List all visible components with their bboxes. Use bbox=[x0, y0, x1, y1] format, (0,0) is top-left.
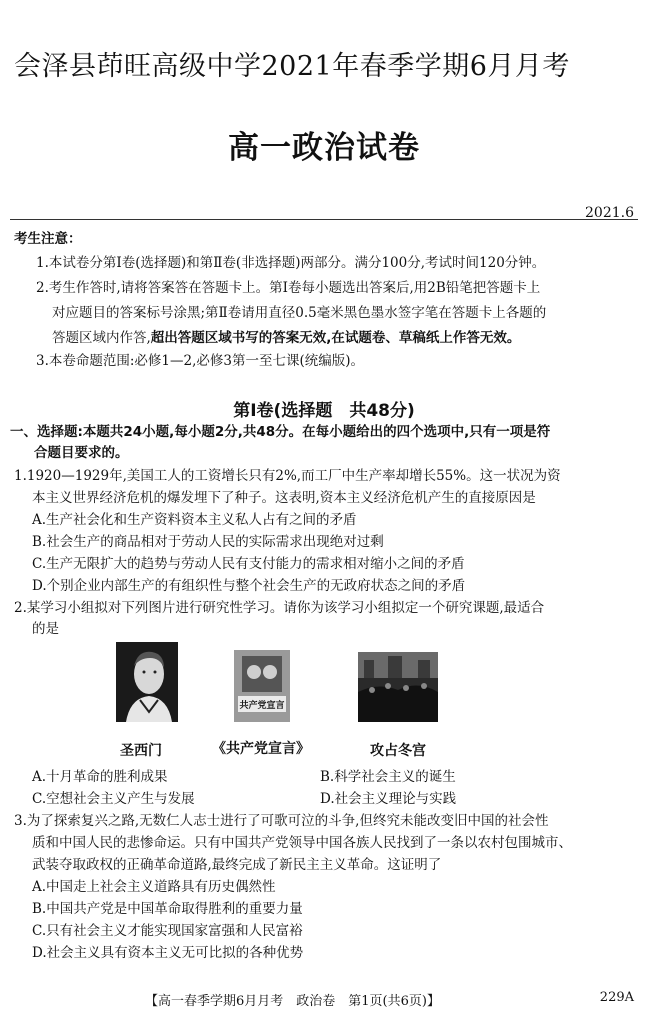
q2-stem-line-2: 的是 bbox=[32, 621, 59, 637]
q3-stem-line-2: 质和中国人民的悲惨命运。只有中国共产党领导中国各族人民找到了一条以农村包围城市、 bbox=[32, 835, 572, 851]
q1-stem-line-1: 1.1920—1929年,美国工人的工资增长只有2%,而工厂中生产率却增长55%。这一状况为资 bbox=[14, 468, 561, 484]
q1-option-b: B.社会生产的商品相对于劳动人民的实际需求出现绝对过剩 bbox=[32, 534, 384, 550]
notice-item-2-line-1: 2.考生作答时,请将答案答在答题卡上。第Ⅰ卷每小题选出答案后,用2B铅笔把答题卡上 bbox=[36, 280, 541, 296]
notice-item-2-line-3 bbox=[52, 328, 520, 349]
page-footer-code: 229A bbox=[599, 990, 634, 1005]
q3-option-c: C.只有社会主义才能实现国家富强和人民富裕 bbox=[32, 923, 303, 939]
q2-stem-line-1: 2.某学习小组拟对下列图片进行研究性学习。请你为该学习小组拟定一个研究课题,最适合 bbox=[14, 600, 545, 616]
pic-2-caption: 《共产党宣言》 bbox=[212, 741, 310, 757]
q3-option-d: D.社会主义具有资本主义无可比拟的各种优势 bbox=[32, 945, 304, 961]
section-1-instruction-line-1: 一、选择题:本题共24小题,每小题2分,共48分。在每小题给出的四个选项中,只有一项是符 bbox=[10, 424, 551, 440]
communist-manifesto-cover bbox=[234, 650, 290, 722]
section-1-instruction-line-2: 合题目要求的。 bbox=[34, 445, 129, 461]
notice-item-2-line-3-emphasis: 超出答题区域书写的答案无效,在试题卷、草稿纸上作答无效。 bbox=[150, 330, 521, 346]
notice-item-3: 3.本卷命题范围:必修1—2,必修3第一至七课(统编版)。 bbox=[36, 353, 365, 369]
notice-item-2-line-3-normal: 答题区域内作答, bbox=[52, 330, 151, 346]
section-1-title: 第Ⅰ卷(选择题 共48分) bbox=[233, 401, 415, 421]
notice-item-1: 1.本试卷分第Ⅰ卷(选择题)和第Ⅱ卷(非选择题)两部分。满分100分,考试时间120分钟。 bbox=[36, 255, 546, 271]
saint-simon-portrait bbox=[116, 642, 178, 722]
pic-3-caption: 攻占冬宫 bbox=[370, 743, 426, 759]
pic-1-caption: 圣西门 bbox=[120, 743, 162, 759]
q3-option-a: A.中国走上社会主义道路具有历史偶然性 bbox=[32, 879, 276, 895]
q1-stem-line-2: 本主义世界经济危机的爆发埋下了种子。这表明,资本主义经济危机产生的直接原因是 bbox=[32, 490, 536, 506]
photo-illustration bbox=[358, 652, 438, 722]
q2-option-c: C.空想社会主义产生与发展 bbox=[32, 791, 195, 807]
book-cover-illustration bbox=[234, 650, 290, 722]
q1-option-a: A.生产社会化和生产资料资本主义私人占有之间的矛盾 bbox=[32, 512, 357, 528]
notice-heading: 考生注意： bbox=[14, 231, 82, 247]
header-divider bbox=[10, 219, 638, 220]
q3-option-b: B.中国共产党是中国革命取得胜利的重要力量 bbox=[32, 901, 303, 917]
q3-stem-line-1: 3.为了探索复兴之路,无数仁人志士进行了可歌可泣的斗争,但终究未能改变旧中国的社会性 bbox=[14, 813, 549, 829]
exam-date: 2021.6 bbox=[585, 205, 634, 221]
q3-stem-line-3: 武装夺取政权的正确革命道路,最终完成了新民主主义革命。这证明了 bbox=[32, 857, 442, 873]
exam-title: 高一政治试卷 bbox=[228, 130, 420, 166]
school-title: 会泽县茚旺高级中学2021年春季学期6月月考 bbox=[14, 51, 570, 82]
q1-option-c: C.生产无限扩大的趋势与劳动人民有支付能力的需求相对缩小之间的矛盾 bbox=[32, 556, 465, 572]
q2-option-d: D.社会主义理论与实践 bbox=[320, 791, 457, 807]
q2-option-a: A.十月革命的胜利成果 bbox=[32, 769, 168, 785]
q2-option-b: B.科学社会主义的诞生 bbox=[320, 769, 456, 785]
page-footer-label: 【高一春季学期6月月考 政治卷 第1页(共6页)】 bbox=[145, 994, 440, 1009]
notice-item-2-line-2: 对应题目的答案标号涂黑;第Ⅱ卷请用直径0.5毫米黑色墨水签字笔在答题卡上各题的 bbox=[52, 305, 547, 321]
book-cover-title: 共产党宣言 bbox=[239, 701, 285, 711]
storming-winter-palace-photo bbox=[358, 652, 438, 722]
q1-option-d: D.个别企业内部生产的有组织性与整个社会生产的无政府状态之间的矛盾 bbox=[32, 578, 466, 594]
portrait-illustration bbox=[116, 642, 178, 722]
